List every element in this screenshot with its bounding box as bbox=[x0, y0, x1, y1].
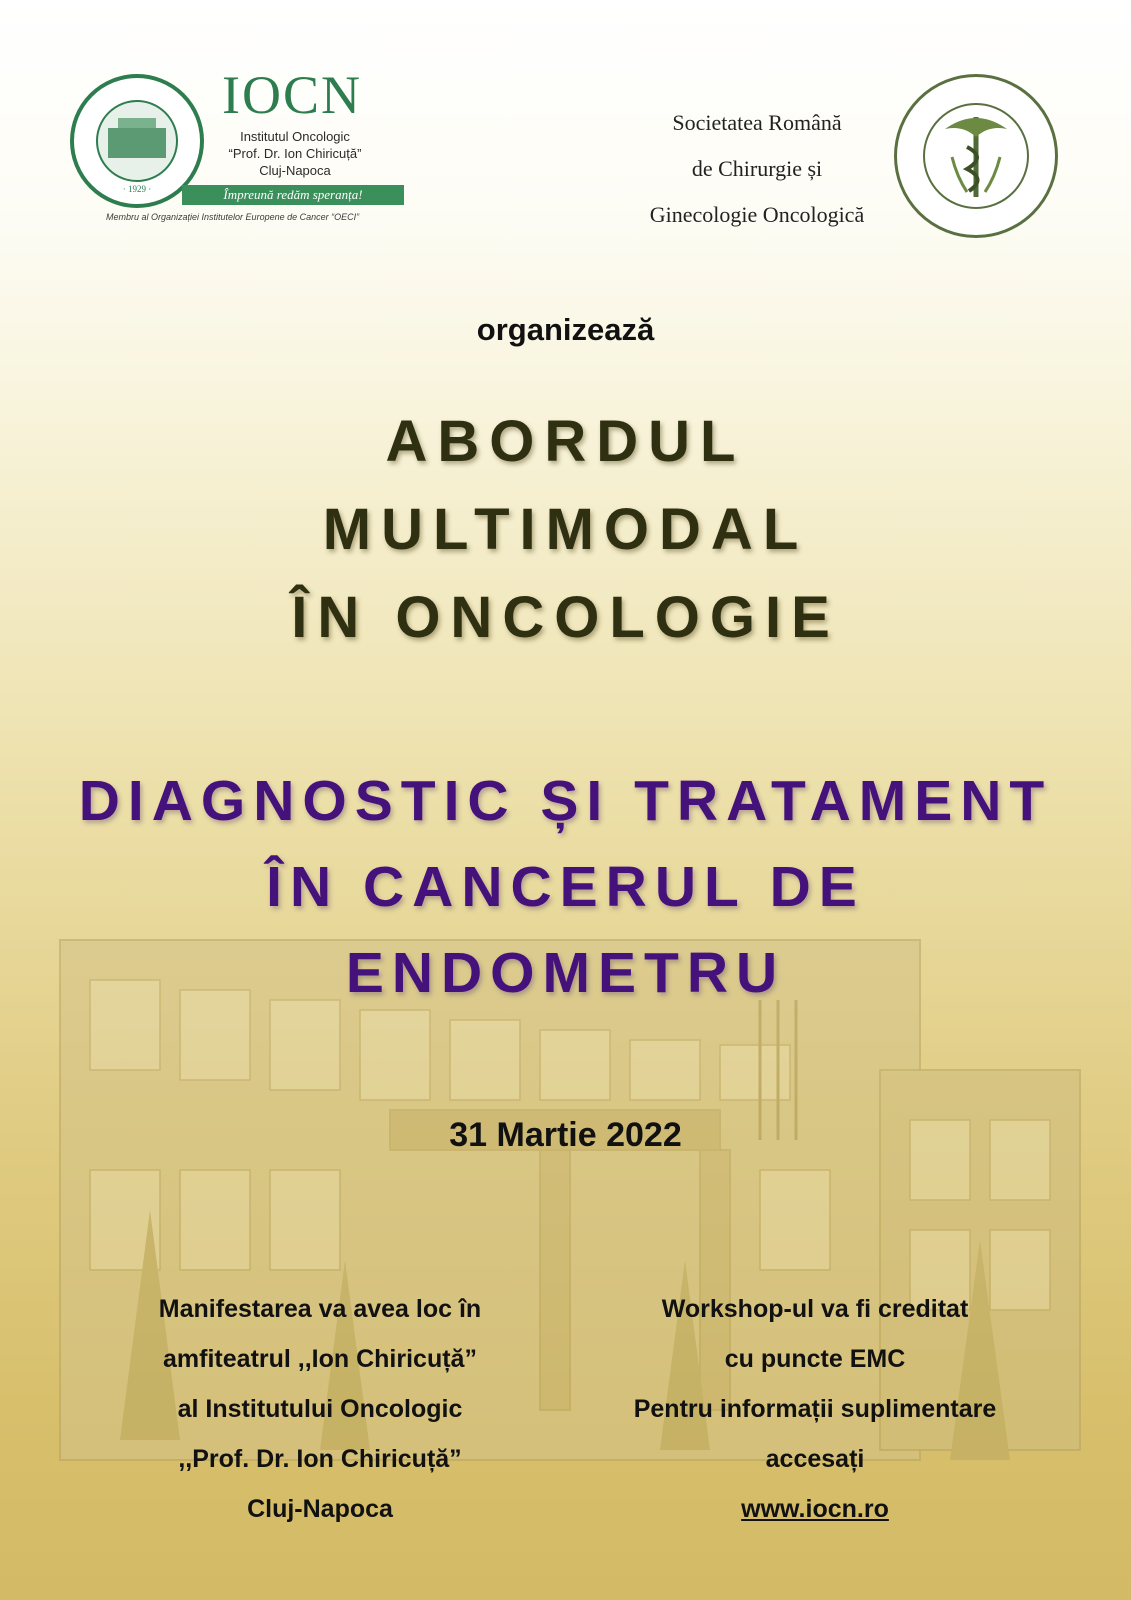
credit-info bbox=[575, 1284, 1055, 1534]
venue-info bbox=[95, 1284, 545, 1534]
iocn-title: IOCN bbox=[222, 65, 362, 125]
event-subtitle-line: DIAGNOSTIC ȘI TRATAMENT bbox=[78, 769, 1053, 833]
iocn-subtitle: Institutul Oncologic “Prof. Dr. Ion Chiricuță” Cluj-Napoca bbox=[228, 129, 362, 178]
venue-line: Cluj-Napoca bbox=[247, 1495, 393, 1523]
event-title bbox=[0, 398, 1131, 662]
iocn-logo bbox=[70, 65, 415, 232]
event-title-line: ÎN ONCOLOGIE bbox=[291, 585, 840, 650]
credit-line: accesați bbox=[765, 1445, 865, 1473]
venue-line: amfiteatrul ,,Ion Chiricuță” bbox=[163, 1345, 477, 1373]
venue-line: Manifestarea va avea loc în bbox=[158, 1295, 482, 1323]
srcgo-name: Societatea Română de Chirurgie și Ginecologie Oncologică bbox=[649, 110, 865, 227]
website-link[interactable]: www.iocn.ro bbox=[741, 1495, 889, 1523]
event-subtitle-line: ÎN CANCERUL DE bbox=[266, 855, 865, 919]
caduceus-seal-icon bbox=[894, 74, 1058, 238]
credit-line: Workshop-ul va fi creditat bbox=[661, 1295, 969, 1323]
iocn-slogan: Împreună redăm speranța! bbox=[182, 185, 404, 205]
event-title-line: MULTIMODAL bbox=[322, 497, 809, 562]
organizer-verb: organizează bbox=[476, 312, 655, 347]
credit-line: Pentru informații suplimentare bbox=[633, 1395, 997, 1423]
event-subtitle-line: ENDOMETRU bbox=[345, 941, 786, 1005]
credit-line: cu puncte EMC bbox=[724, 1345, 906, 1373]
event-subtitle bbox=[0, 758, 1131, 1016]
venue-line: ,,Prof. Dr. Ion Chiricuță” bbox=[178, 1445, 462, 1473]
event-date: 31 Martie 2022 bbox=[449, 1116, 682, 1154]
venue-line: al Institutului Oncologic bbox=[177, 1395, 463, 1423]
event-title-line: ABORDUL bbox=[385, 409, 746, 474]
seal-year: · 1929 · bbox=[122, 184, 152, 194]
iocn-member-note: Membru al Organizației Institutelor Europene de Cancer “OECI” bbox=[106, 212, 360, 222]
